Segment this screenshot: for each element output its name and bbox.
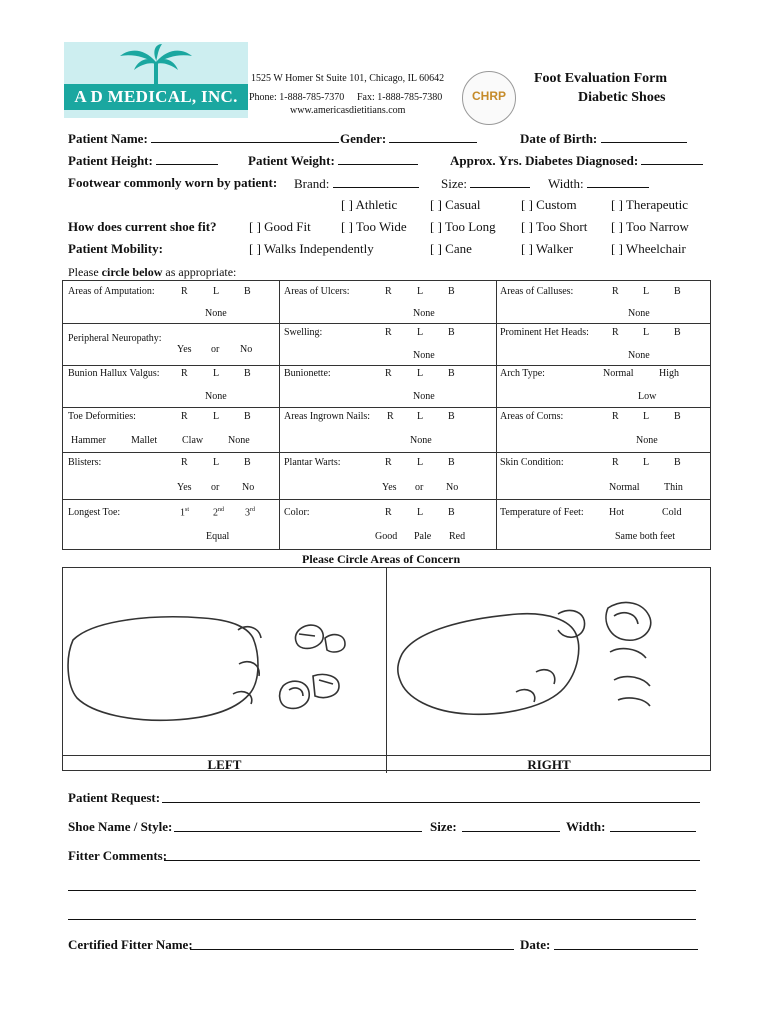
ingrown-label: Areas Ingrown Nails:	[284, 411, 371, 422]
longest-toe-3rd[interactable]	[245, 507, 255, 518]
concern-divider	[386, 568, 387, 770]
footwear-width-row	[548, 175, 649, 192]
ulcers-b[interactable]: B	[448, 286, 455, 297]
circle-instruction-post: as appropriate:	[162, 265, 237, 279]
corns-none[interactable]: None	[636, 435, 658, 446]
temperature-hot[interactable]: Hot	[609, 507, 624, 518]
grid-divider	[279, 323, 710, 324]
ulcers-none[interactable]: None	[413, 308, 435, 319]
temperature-label: Temperature of Feet:	[500, 507, 584, 518]
longest-toe-1st-sup: st	[185, 507, 190, 513]
shoe-size-label: Size:	[430, 819, 457, 834]
met-heads-label: Prominent Het Heads:	[500, 327, 589, 338]
blisters-yes[interactable]: Yes	[177, 482, 192, 493]
brand-field[interactable]	[333, 175, 419, 188]
neuropathy-no[interactable]: No	[240, 344, 253, 355]
footwear-width-field[interactable]	[587, 175, 649, 188]
skin-normal[interactable]: Normal	[609, 482, 640, 493]
warts-b[interactable]: B	[448, 457, 455, 468]
color-l[interactable]: L	[417, 507, 424, 518]
shoe-name-label: Shoe Name / Style:	[68, 819, 173, 834]
certification-seal	[462, 71, 516, 125]
diabetes-field[interactable]	[641, 152, 703, 165]
checkbox-too-wide[interactable]: [ ] Too Wide	[341, 219, 407, 234]
gender-row	[340, 130, 477, 147]
shoe-width-label: Width:	[566, 819, 606, 834]
dob-label: Date of Birth:	[520, 131, 601, 146]
checkbox-custom[interactable]: [ ] Custom	[521, 197, 577, 212]
footwear-label: Footwear commonly worn by patient:	[68, 175, 278, 190]
patient-request-field[interactable]	[162, 802, 700, 803]
patient-request-label: Patient Request:	[68, 790, 161, 805]
temperature-same[interactable]: Same both feet	[615, 531, 675, 542]
patient-name-label: Patient Name:	[68, 131, 152, 146]
amputation-r[interactable]: R	[181, 286, 188, 297]
blisters-r[interactable]: R	[181, 457, 188, 468]
seal-text: CHRP	[471, 89, 506, 103]
checkbox-walks-independently[interactable]: [ ] Walks Independently	[249, 241, 374, 256]
checkbox-good-fit[interactable]: [ ] Good Fit	[249, 219, 311, 234]
swelling-label: Swelling:	[284, 327, 323, 338]
longest-toe-1st-num: 1	[180, 507, 185, 519]
grid-divider	[63, 452, 710, 453]
bunion-label: Bunion Hallux Valgus:	[68, 368, 160, 379]
warts-label: Plantar Warts:	[284, 457, 341, 468]
toe-deformities-l[interactable]: L	[213, 411, 220, 422]
checkbox-casual[interactable]: [ ] Casual	[430, 197, 481, 212]
color-pale[interactable]: Pale	[414, 531, 432, 542]
ingrown-none[interactable]: None	[410, 435, 432, 446]
corns-r[interactable]: R	[612, 411, 619, 422]
brand-row	[294, 175, 419, 192]
amputation-l[interactable]: L	[213, 286, 220, 297]
ingrown-r[interactable]: R	[387, 411, 394, 422]
right-foot-diagram[interactable]	[388, 568, 710, 754]
blisters-b[interactable]: B	[244, 457, 251, 468]
temperature-cold[interactable]: Cold	[662, 507, 682, 518]
grid-divider	[63, 365, 710, 366]
color-red[interactable]: Red	[449, 531, 466, 542]
gender-label: Gender:	[340, 131, 390, 146]
checkbox-too-narrow[interactable]: [ ] Too Narrow	[611, 219, 689, 234]
mobility-label: Patient Mobility:	[68, 241, 163, 256]
toe-none[interactable]: None	[228, 435, 250, 446]
grid-divider	[63, 499, 710, 500]
swelling-b[interactable]: B	[448, 327, 455, 338]
met-heads-l[interactable]: L	[643, 327, 650, 338]
bunionette-l[interactable]: L	[417, 368, 424, 379]
checkbox-too-short[interactable]: [ ] Too Short	[521, 219, 588, 234]
bunion-r[interactable]: R	[181, 368, 188, 379]
concern-diagram	[62, 567, 711, 771]
color-good[interactable]: Good	[375, 531, 398, 542]
height-label: Patient Height:	[68, 153, 157, 168]
ingrown-b[interactable]: B	[448, 411, 455, 422]
company-logo	[64, 42, 248, 118]
checkbox-walker[interactable]: [ ] Walker	[521, 241, 574, 256]
bunionette-none[interactable]: None	[413, 391, 435, 402]
diabetes-label: Approx. Yrs. Diabetes Diagnosed:	[450, 153, 642, 168]
certified-fitter-label: Certified Fitter Name:	[68, 937, 193, 952]
longest-toe-1st[interactable]	[180, 507, 189, 518]
patient-name-row	[68, 130, 339, 147]
shoe-width-field[interactable]	[610, 831, 696, 832]
warts-or: or	[415, 482, 424, 493]
checkbox-wheelchair[interactable]: [ ] Wheelchair	[611, 241, 686, 256]
swelling-r[interactable]: R	[385, 327, 392, 338]
date-field[interactable]	[554, 949, 698, 950]
skin-b[interactable]: B	[674, 457, 681, 468]
brand-label: Brand:	[294, 176, 333, 191]
warts-r[interactable]: R	[385, 457, 392, 468]
blisters-no[interactable]: No	[242, 482, 255, 493]
company-fax: Fax: 1-888-785-7380	[357, 92, 443, 103]
met-heads-r[interactable]: R	[612, 327, 619, 338]
blisters-label: Blisters:	[68, 457, 102, 468]
color-r[interactable]: R	[385, 507, 392, 518]
ulcers-label: Areas of Ulcers:	[284, 286, 350, 297]
circle-instruction-bold: circle below	[101, 265, 163, 279]
form-subtitle: Diabetic Shoes	[578, 90, 666, 105]
corns-b[interactable]: B	[674, 411, 681, 422]
company-name: A D MEDICAL, INC.	[64, 84, 248, 110]
corns-label: Areas of Corns:	[500, 411, 564, 422]
left-foot-diagram[interactable]	[63, 568, 385, 754]
amputation-b[interactable]: B	[244, 286, 251, 297]
toe-claw[interactable]: Claw	[182, 435, 204, 446]
warts-l[interactable]: L	[417, 457, 424, 468]
circle-instruction-pre: Please	[68, 265, 102, 279]
company-phone: Phone: 1-888-785-7370	[249, 92, 345, 103]
neuropathy-or: or	[211, 344, 220, 355]
toe-mallet[interactable]: Mallet	[131, 435, 158, 446]
weight-field[interactable]	[338, 152, 418, 165]
dob-row	[520, 130, 687, 147]
color-b[interactable]: B	[448, 507, 455, 518]
warts-yes[interactable]: Yes	[382, 482, 397, 493]
toe-deformities-r[interactable]: R	[181, 411, 188, 422]
footwear-size-label: Size:	[441, 176, 471, 191]
shoe-name-field[interactable]	[174, 831, 422, 832]
longest-toe-3rd-sup: rd	[250, 507, 255, 513]
fitter-comments-field[interactable]	[164, 860, 700, 861]
bunion-none[interactable]: None	[205, 391, 227, 402]
amputation-none[interactable]: None	[205, 308, 227, 319]
bunion-b[interactable]: B	[244, 368, 251, 379]
height-field[interactable]	[156, 152, 218, 165]
met-heads-b[interactable]: B	[674, 327, 681, 338]
right-foot-label: RIGHT	[386, 755, 711, 773]
weight-label: Patient Weight:	[248, 153, 339, 168]
form-title: Foot Evaluation Form	[534, 71, 667, 86]
checkbox-cane[interactable]: [ ] Cane	[430, 241, 472, 256]
grid-divider	[496, 281, 497, 549]
swelling-none[interactable]: None	[413, 350, 435, 361]
longest-toe-2nd[interactable]	[213, 507, 224, 518]
met-heads-none[interactable]: None	[628, 350, 650, 361]
grid-divider	[63, 407, 710, 408]
longest-toe-2nd-num: 2	[213, 507, 218, 519]
diabetes-row	[450, 152, 703, 169]
patient-name-field[interactable]	[151, 130, 339, 143]
bunion-l[interactable]: L	[213, 368, 220, 379]
checkbox-athletic[interactable]: [ ] Athletic	[341, 197, 398, 212]
ulcers-r[interactable]: R	[385, 286, 392, 297]
bunionette-r[interactable]: R	[385, 368, 392, 379]
footwear-size-field[interactable]	[470, 175, 530, 188]
shoe-size-field[interactable]	[462, 831, 560, 832]
date-label: Date:	[520, 937, 551, 952]
weight-row	[248, 152, 418, 169]
arch-label: Arch Type:	[500, 368, 545, 379]
left-foot-label: LEFT	[63, 755, 386, 773]
checkbox-therapeutic[interactable]: [ ] Therapeutic	[611, 197, 688, 212]
calluses-b[interactable]: B	[674, 286, 681, 297]
certified-fitter-field[interactable]	[190, 949, 514, 950]
bunionette-label: Bunionette:	[284, 368, 331, 379]
calluses-r[interactable]: R	[612, 286, 619, 297]
skin-l[interactable]: L	[643, 457, 650, 468]
fit-label: How does current shoe fit?	[68, 219, 217, 234]
fitter-comments-label: Fitter Comments:	[68, 848, 168, 863]
neuropathy-yes[interactable]: Yes	[177, 344, 192, 355]
grid-divider	[279, 281, 280, 549]
skin-thin[interactable]: Thin	[664, 482, 683, 493]
grid-divider	[63, 323, 279, 324]
dob-field[interactable]	[601, 130, 687, 143]
longest-toe-3rd-num: 3	[245, 507, 250, 519]
bunionette-b[interactable]: B	[448, 368, 455, 379]
color-label: Color:	[284, 507, 310, 518]
ulcers-l[interactable]: L	[417, 286, 424, 297]
toe-deformities-b[interactable]: B	[244, 411, 251, 422]
longest-toe-2nd-sup: nd	[218, 507, 224, 513]
toe-hammer[interactable]: Hammer	[71, 435, 106, 446]
blisters-l[interactable]: L	[213, 457, 220, 468]
company-website: www.americasdietitians.com	[290, 105, 406, 116]
warts-no[interactable]: No	[446, 482, 459, 493]
checkbox-too-long[interactable]: [ ] Too Long	[430, 219, 496, 234]
swelling-l[interactable]: L	[417, 327, 424, 338]
gender-field[interactable]	[389, 130, 477, 143]
arch-normal[interactable]: Normal	[603, 368, 634, 379]
amputation-label: Areas of Amputation:	[68, 286, 155, 297]
calluses-l[interactable]: L	[643, 286, 650, 297]
company-address: 1525 W Homer St Suite 101, Chicago, IL 60642	[251, 73, 445, 84]
longest-toe-label: Longest Toe:	[68, 507, 121, 518]
skin-label: Skin Condition:	[500, 457, 564, 468]
arch-high[interactable]: High	[659, 368, 679, 379]
corns-l[interactable]: L	[643, 411, 650, 422]
footwear-size-row	[441, 175, 530, 192]
concern-title: Please Circle Areas of Concern	[302, 552, 461, 566]
longest-toe-equal[interactable]: Equal	[206, 531, 230, 542]
blisters-or: or	[211, 482, 220, 493]
calluses-none[interactable]: None	[628, 308, 650, 319]
ingrown-l[interactable]: L	[417, 411, 424, 422]
fitter-comments-line[interactable]	[68, 890, 696, 891]
skin-r[interactable]: R	[612, 457, 619, 468]
footwear-width-label: Width:	[548, 176, 587, 191]
circle-instruction	[68, 265, 236, 280]
height-row	[68, 152, 218, 169]
toe-deformities-label: Toe Deformities:	[68, 411, 136, 422]
calluses-label: Areas of Calluses:	[500, 286, 574, 297]
arch-low[interactable]: Low	[638, 391, 657, 402]
fitter-comments-line[interactable]	[68, 919, 696, 920]
neuropathy-label: Peripheral Neuropathy:	[68, 333, 162, 344]
